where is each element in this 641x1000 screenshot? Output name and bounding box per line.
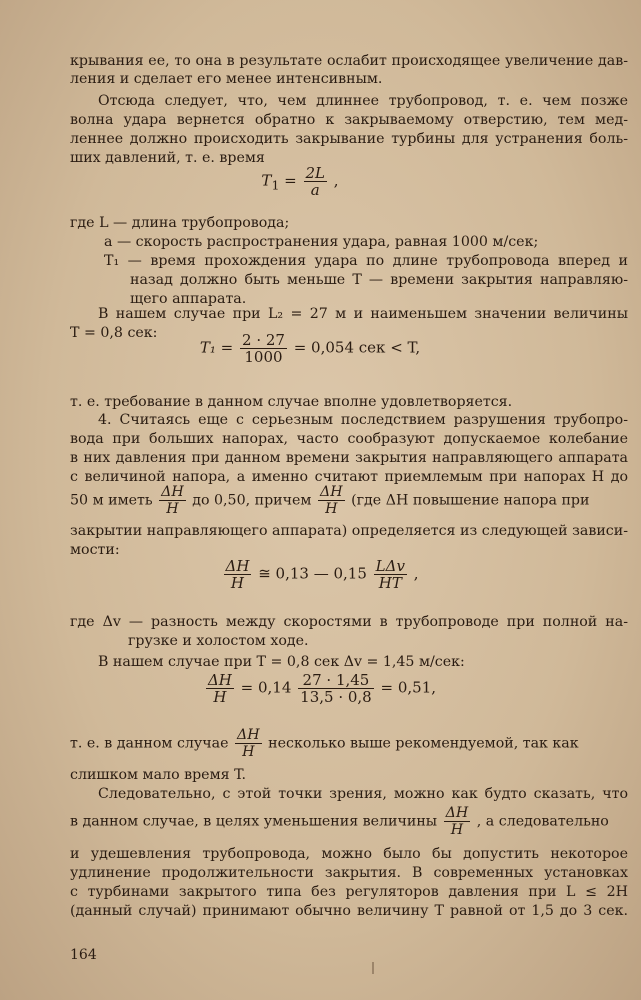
text-line: закрытии направляющего аппарата) определяется из следующей зависи-	[70, 523, 628, 539]
text-line: с величиной напора, а именно считают приемлемым при напорах H до	[70, 469, 628, 485]
text-line: (данный случай) принимают обычно величину T равной от 1,5 до 3 сек.	[70, 903, 628, 919]
text-line: удлинение продолжительности закрытия. В современных установках	[70, 865, 628, 881]
text-line: леннее должно происходить закрывание турбины для устранения боль-	[70, 131, 628, 147]
text-line: вода при больших напорах, часто сообразуют допускаемое колебание	[70, 431, 628, 447]
text-line: T₁ — время прохождения удара по длине трубопровода вперед и	[104, 253, 628, 269]
text-line: крывания ее, то она в результате ослабит происходящее увеличение дав-	[70, 53, 628, 69]
formula-t1-value: T₁ = $\frac{2 \cdot 27}{1000}$ = 0,054 сек < T,	[199, 331, 421, 366]
text-line: 4. Считаясь еще с серьезным последствием разрушения трубопро-	[98, 412, 628, 428]
formula-dh-value: $\frac{\Delta H}{H}$ = 0,14 $\frac{27 \cdot 1,45}{13,5 \cdot 0,8}$ = 0,51,	[207, 671, 437, 706]
text-line: a — скорость распространения удара, равная 1000 м/сек;	[104, 234, 539, 250]
text-line: назад должно быть меньше T — времени закрытия направляю-	[130, 272, 628, 288]
text-line: T = 0,8 сек:	[70, 325, 158, 341]
text-line: щего аппарата.	[130, 291, 247, 307]
text-line: и удешевления трубопровода, можно было бы допустить некоторое	[70, 846, 628, 862]
text-line: волна удара вернется обратно к закрываемому отверстию, тем мед-	[70, 112, 628, 128]
text-line: с турбинами закрытого типа без регуляторов давления при L ≤ 2H	[70, 884, 628, 900]
text-line-fraction: 50 м иметь $\frac{\Delta H}{H}$ до 0,50, причем $\frac{\Delta H}{H}$ (где ΔH повышение напора при	[70, 484, 590, 517]
text-line: где Δv — разность между скоростями в трубопроводе при полной на-	[70, 614, 628, 630]
formula-t1: $T_1$ = $\frac{2L}{a}$ ,	[261, 164, 339, 199]
text-line: Следовательно, с этой точки зрения, можно как будто сказать, что	[98, 786, 628, 802]
text-line: мости:	[70, 542, 120, 558]
page-number: 164	[70, 947, 97, 963]
text-line: В нашем случае при T = 0,8 сек Δv = 1,45 м/сек:	[98, 654, 465, 670]
formula-dh-dependence: $\frac{\Delta H}{H}$ ≅ 0,13 — 0,15 $\frac{\text{LΔv}}{HT}$ ,	[225, 557, 419, 592]
text-line-fraction: в данном случае, в целях уменьшения величины $\frac{\Delta H}{H}$ , а следовательно	[70, 805, 609, 838]
text-line: В нашем случае при L₂ = 27 м и наименьшем значении величины	[98, 306, 628, 322]
text-line: ших давлений, т. е. время	[70, 150, 265, 166]
page-blemish	[372, 962, 374, 974]
text-line: слишком мало время T.	[70, 767, 246, 783]
text-line: в них давления при данном времени закрытия направляющего аппарата	[70, 450, 628, 466]
text-line-fraction: т. е. в данном случае $\frac{\Delta H}{H}$ несколько выше рекомендуемой, так как	[70, 727, 579, 760]
text-line: ления и сделает его менее интенсивным.	[70, 71, 383, 87]
text-line: Отсюда следует, что, чем длиннее трубопровод, т. е. чем позже	[98, 93, 628, 109]
text-line: где L — длина трубопровода;	[70, 215, 290, 231]
text-line: грузке и холостом ходе.	[128, 633, 309, 649]
text-line: т. е. требование в данном случае вполне удовлетворяется.	[70, 394, 513, 410]
